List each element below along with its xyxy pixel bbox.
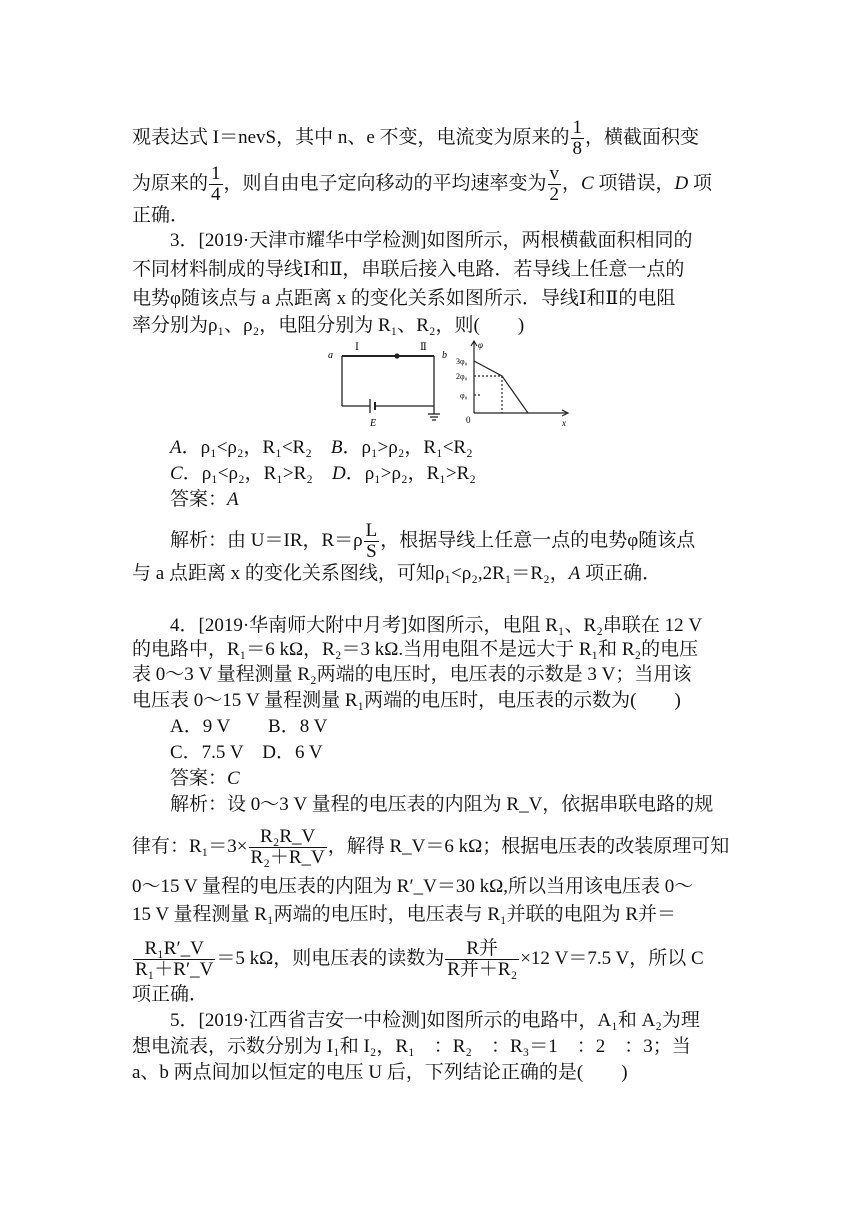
axis-label-phi: φ xyxy=(478,340,483,350)
answer-value: A xyxy=(227,489,239,510)
text-run: ，横截面积变 xyxy=(585,126,700,148)
text-run: ＝5 kΩ，则电压表的读数为 xyxy=(216,947,445,969)
label-b: b xyxy=(442,350,447,361)
fraction xyxy=(548,164,562,205)
text-run: 观表达式 I＝nevS，其中 n、e 不变，电流变为原来的 xyxy=(132,126,570,148)
explanation-line xyxy=(132,562,661,586)
answer-label: 答案： xyxy=(170,768,228,789)
option-letter: B xyxy=(330,437,343,458)
option-b: ．ρ₁>ρ₂，R₁<R₂ xyxy=(342,437,473,458)
option-letter: A xyxy=(170,437,182,458)
numerator: v xyxy=(549,163,560,184)
question-5-line: 想电流表，示数分别为 I₁和 I₂，R₁ ：R₂ ：R₃＝1 ：2 ：3；当 xyxy=(132,1036,691,1057)
denominator: 4 xyxy=(211,184,221,205)
label-wire-2: Ⅱ xyxy=(420,342,427,353)
fraction xyxy=(445,939,519,980)
text-run: ，根据导线上任意一点的电势φ随该点 xyxy=(380,529,696,551)
question-4-line: 的电路中，R₁＝6 kΩ，R₂＝3 kΩ.当用电阻不是远大于 R₁和 R₂的电压 xyxy=(132,639,699,660)
denominator: S xyxy=(366,541,377,562)
option-b: B．8 V xyxy=(268,716,328,737)
option-letter: C xyxy=(170,463,183,484)
numerator: 1 xyxy=(211,163,221,184)
answer-line xyxy=(170,488,239,512)
text-run: A xyxy=(568,563,581,584)
explanation-line xyxy=(132,827,729,868)
option-d: D．6 V xyxy=(262,742,323,763)
origin-label: 0 xyxy=(466,415,471,425)
option-line xyxy=(170,715,327,739)
explanation-line: 15 V 量程测量 R₁两端的电压时，电压表与 R₁并联的电阻为 R并＝ xyxy=(132,904,677,925)
text-run: 项正确． xyxy=(580,563,662,584)
option-line xyxy=(170,462,476,486)
answer-value: C xyxy=(227,768,240,789)
denominator: R₂＋R_V xyxy=(250,847,325,868)
option-d: ．ρ₁>ρ₂，R₁>R₂ xyxy=(345,463,476,484)
question-4-line: 电压表 0～15 V 量程测量 R₁两端的电压时，电压表的示数为( ) xyxy=(132,690,681,711)
explanation-label: 解析： xyxy=(170,794,228,815)
answer-label: 答案： xyxy=(170,489,228,510)
question-5-line: 5．[2019·江西省吉安一中检测]如图所示的电路中，A₁和 A₂为理 xyxy=(170,1010,700,1031)
text-run: C xyxy=(581,172,594,194)
explanation-label: 解析： xyxy=(170,529,228,551)
explanation-line: 项正确． xyxy=(132,984,209,1005)
explanation-line: 0～15 V 量程的电压表的内阻为 R′_V＝30 kΩ,所以当用该电压表 0～ xyxy=(132,876,694,897)
question-3-line: 电势φ随该点与 a 点距离 x 的变化关系如图所示．导线Ⅰ和Ⅱ的电阻 xyxy=(132,288,676,309)
text-line xyxy=(132,118,699,159)
text-run: 为原来的 xyxy=(132,172,209,194)
text-run: 与 a 点距离 x 的变化关系图线，可知ρ₁<ρ₂,2R₁＝R₂， xyxy=(132,563,569,584)
text-run: 设 0～3 V 量程的电压表的内阻为 R_V，依据串联电路的规 xyxy=(227,794,714,815)
label-a: a xyxy=(328,350,333,361)
numerator: R₂R_V xyxy=(249,827,327,848)
question-3-line: 率分别为ρ₁、ρ₂，电阻分别为 R₁、R₂，则( ) xyxy=(132,315,525,336)
potential-graph xyxy=(471,341,568,416)
explanation-line xyxy=(132,939,704,980)
denominator: R并＋R₂ xyxy=(447,959,518,980)
circuit-diagram xyxy=(342,356,440,420)
text-run: ，解得 R_V＝6 kΩ；根据电压表的改装原理可知 xyxy=(327,835,730,857)
tick-2phi0: 2φ₀ xyxy=(456,372,468,381)
option-a: A．9 V xyxy=(170,716,231,737)
explanation-line xyxy=(170,521,695,562)
denominator: 2 xyxy=(549,184,560,205)
text-run: ，则自由电子定向移动的平均速率变为 xyxy=(223,172,547,194)
text-run: 项 xyxy=(688,172,712,194)
text-run: D xyxy=(674,172,689,194)
question-3-line: 3．[2019·天津市耀华中学检测]如图所示，两根横截面积相同的 xyxy=(170,230,693,251)
fraction xyxy=(249,827,327,868)
fraction xyxy=(209,164,223,205)
fraction xyxy=(133,939,215,980)
option-c: ．ρ₁<ρ₂，R₁>R₂ xyxy=(182,463,313,484)
label-wire-1: Ⅰ xyxy=(355,342,359,353)
text-run: 由 U＝IR，R＝ρ xyxy=(227,529,363,551)
axis-label-x: x xyxy=(562,418,566,428)
text-line: 正确． xyxy=(132,205,190,226)
tick-phi0: φ₀ xyxy=(460,391,468,400)
numerator: L xyxy=(365,520,378,541)
numerator: 1 xyxy=(572,117,583,138)
fraction xyxy=(364,521,380,562)
question-5-line: a、b 两点间加以恒定的电压 U 后，下列结论正确的是( ) xyxy=(132,1062,628,1083)
fraction xyxy=(571,118,585,159)
numerator: R并 xyxy=(445,939,519,960)
option-line xyxy=(170,436,473,460)
question-3-line: 不同材料制成的导线Ⅰ和Ⅱ，串联后接入电路．若导线上任意一点的 xyxy=(132,259,685,280)
circuit-and-graph-figure xyxy=(322,338,582,430)
junction-dot xyxy=(394,353,399,358)
option-line xyxy=(170,741,323,765)
denominator: 8 xyxy=(572,138,583,159)
text-run: ×12 V＝7.5 V，所以 C xyxy=(520,947,704,969)
answer-line xyxy=(170,767,240,791)
option-a: ．ρ₁<ρ₂，R₁<R₂ xyxy=(181,437,312,458)
explanation-line xyxy=(170,793,713,817)
denominator: R₁＋R′_V xyxy=(135,959,214,980)
option-letter: D xyxy=(331,463,346,484)
question-4-line: 表 0～3 V 量程测量 R₂两端的电压时，电压表的示数是 3 V；当用该 xyxy=(132,664,692,685)
text-run: 律有：R₁＝3× xyxy=(132,835,248,857)
text-line xyxy=(132,164,712,205)
question-4-line: 4．[2019·华南师大附中月考]如图所示，电阻 R₁、R₂串联在 12 V xyxy=(170,615,703,636)
text-run: ， xyxy=(562,172,582,194)
tick-3phi0: 3φ₀ xyxy=(456,357,468,366)
label-battery: E xyxy=(370,418,377,429)
text-run: 项错误， xyxy=(593,172,675,194)
numerator: R₁R′_V xyxy=(133,939,215,960)
option-c: C．7.5 V xyxy=(170,742,244,763)
